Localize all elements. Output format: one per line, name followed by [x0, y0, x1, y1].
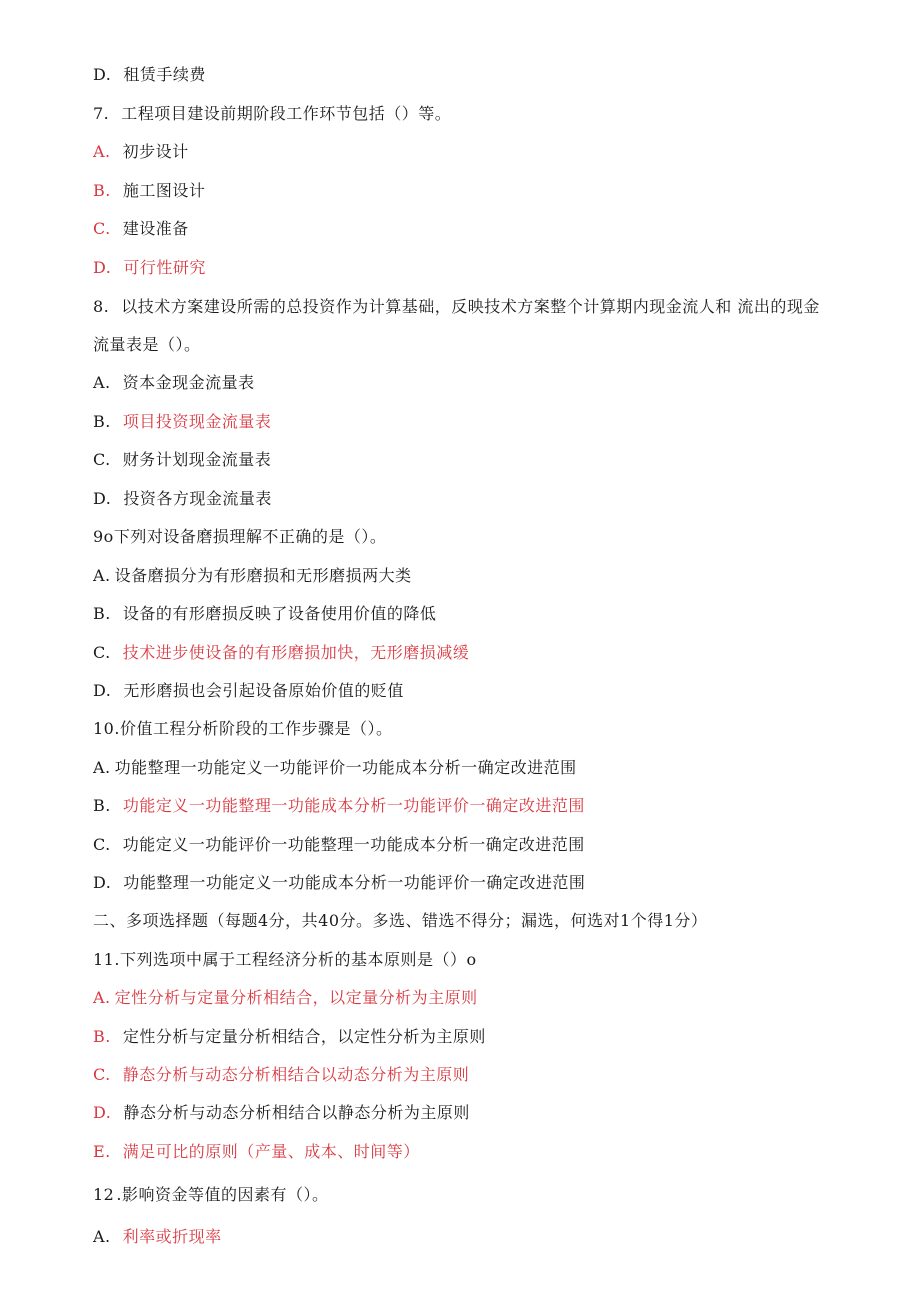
option-text: 初步设计 [122, 142, 189, 161]
option-label: A. [93, 373, 111, 392]
option-line [93, 449, 271, 471]
option-line [93, 642, 469, 664]
option-text: 功能整理一功能定义一功能评价一功能成本分析一确定改进范围 [114, 758, 577, 777]
option-label: B. [93, 604, 111, 623]
question-text: 以技术方案建设所需的总投资作为计算基础，反映技术方案整个计算期内现金流人和 流出的现金 [121, 297, 820, 316]
option-label: A. [93, 566, 111, 585]
option-label: D. [93, 258, 112, 277]
option-line [93, 218, 189, 240]
option-line [93, 180, 205, 202]
question-line [93, 949, 477, 971]
option-line [93, 987, 478, 1009]
option-line [93, 1102, 470, 1124]
question-line [93, 103, 451, 125]
option-line [93, 795, 585, 817]
question-number: 11. [93, 950, 120, 969]
option-text: 财务计划现金流量表 [122, 450, 272, 469]
question-line [93, 718, 392, 740]
question-text: 工程项目建设前期阶段工作环节包括（）等。 [121, 104, 452, 123]
option-label: B. [93, 1027, 111, 1046]
option-text: 设备磨损分为有形磨损和无形磨损两大类 [114, 566, 412, 585]
option-line [93, 1064, 469, 1086]
option-text: 利率或折现率 [122, 1227, 222, 1246]
option-line [93, 488, 272, 510]
option-line [93, 1141, 420, 1163]
option-text: 静态分析与动态分析相结合以动态分析为主原则 [122, 1065, 470, 1084]
question-text: 价值工程分析阶段的工作步骤是（）。 [119, 719, 393, 738]
section-heading-text: 二、多项选择题（每题4分，共40分。多选、错选不得分；漏选，何选对1个得1分） [93, 911, 708, 930]
option-text: 功能定义一功能评价一功能整理一功能成本分析一确定改进范围 [122, 835, 585, 854]
question-number: 9o [93, 527, 114, 546]
question-line [93, 526, 386, 548]
option-label: C. [93, 219, 111, 238]
option-label: D. [93, 873, 112, 892]
question-number: 8. [93, 297, 110, 316]
option-label: A. [93, 1227, 111, 1246]
option-line [93, 411, 271, 433]
option-label: B. [93, 796, 111, 815]
option-text: 技术进步使设备的有形磨损加快，无形磨损减缓 [122, 643, 470, 662]
option-line [93, 565, 412, 587]
option-text: 静态分析与动态分析相结合以静态分析为主原则 [123, 1103, 470, 1122]
option-label: A. [93, 758, 111, 777]
option-text: 定性分析与定量分析相结合，以定量分析为主原则 [114, 988, 478, 1007]
option-line [93, 603, 436, 625]
question-line [93, 1184, 328, 1206]
option-label: E. [93, 1142, 111, 1161]
question-text: 下列选项中属于工程经济分析的基本原则是（）o [119, 950, 477, 969]
option-label: C. [93, 450, 111, 469]
option-line [93, 872, 585, 894]
question-number: 12 [93, 1185, 115, 1204]
option-text: 租赁手续费 [123, 65, 206, 84]
option-line [93, 757, 577, 779]
option-line [93, 372, 255, 394]
option-line [93, 257, 206, 279]
option-text: 投资各方现金流量表 [123, 489, 272, 508]
question-line-continued [93, 334, 201, 356]
option-line [93, 141, 189, 163]
option-text: 功能定义一功能整理一功能成本分析一功能评价一确定改进范围 [122, 796, 585, 815]
option-label: C. [93, 1065, 111, 1084]
option-text: 设备的有形磨损反映了设备使用价值的降低 [122, 604, 437, 623]
option-label: A. [93, 988, 111, 1007]
option-text: 功能整理一功能定义一功能成本分析一功能评价一确定改进范围 [123, 873, 586, 892]
option-text: 定性分析与定量分析相结合，以定性分析为主原则 [122, 1027, 486, 1046]
option-label: C. [93, 643, 111, 662]
question-text: .影响资金等值的因素有（）。 [116, 1185, 329, 1204]
option-label: C. [93, 835, 111, 854]
option-label: D. [93, 681, 112, 700]
option-label: A. [93, 142, 111, 161]
question-number: 7. [93, 104, 110, 123]
question-number: 10. [93, 719, 120, 738]
option-text: 满足可比的原则（产量、成本、时间等） [122, 1142, 420, 1161]
option-line [93, 1226, 222, 1248]
option-label: D. [93, 489, 112, 508]
option-text: 建设准备 [122, 219, 189, 238]
option-label: B. [93, 181, 111, 200]
option-label: B. [93, 412, 111, 431]
question-line [93, 296, 820, 318]
option-line [93, 64, 206, 86]
option-text: 施工图设计 [122, 181, 206, 200]
option-text: 无形磨损也会引起设备原始价值的贬值 [123, 681, 404, 700]
option-line [93, 680, 404, 702]
option-label: D. [93, 1103, 112, 1122]
question-text: 下列对设备磨损理解不正确的是（）。 [113, 527, 387, 546]
option-text: 可行性研究 [123, 258, 206, 277]
option-text: 资本金现金流量表 [122, 373, 255, 392]
question-text: 流量表是（）。 [93, 335, 201, 354]
section-heading [93, 910, 707, 932]
option-label: D. [93, 65, 112, 84]
option-text: 项目投资现金流量表 [122, 412, 272, 431]
option-line [93, 1026, 486, 1048]
option-line [93, 834, 585, 856]
